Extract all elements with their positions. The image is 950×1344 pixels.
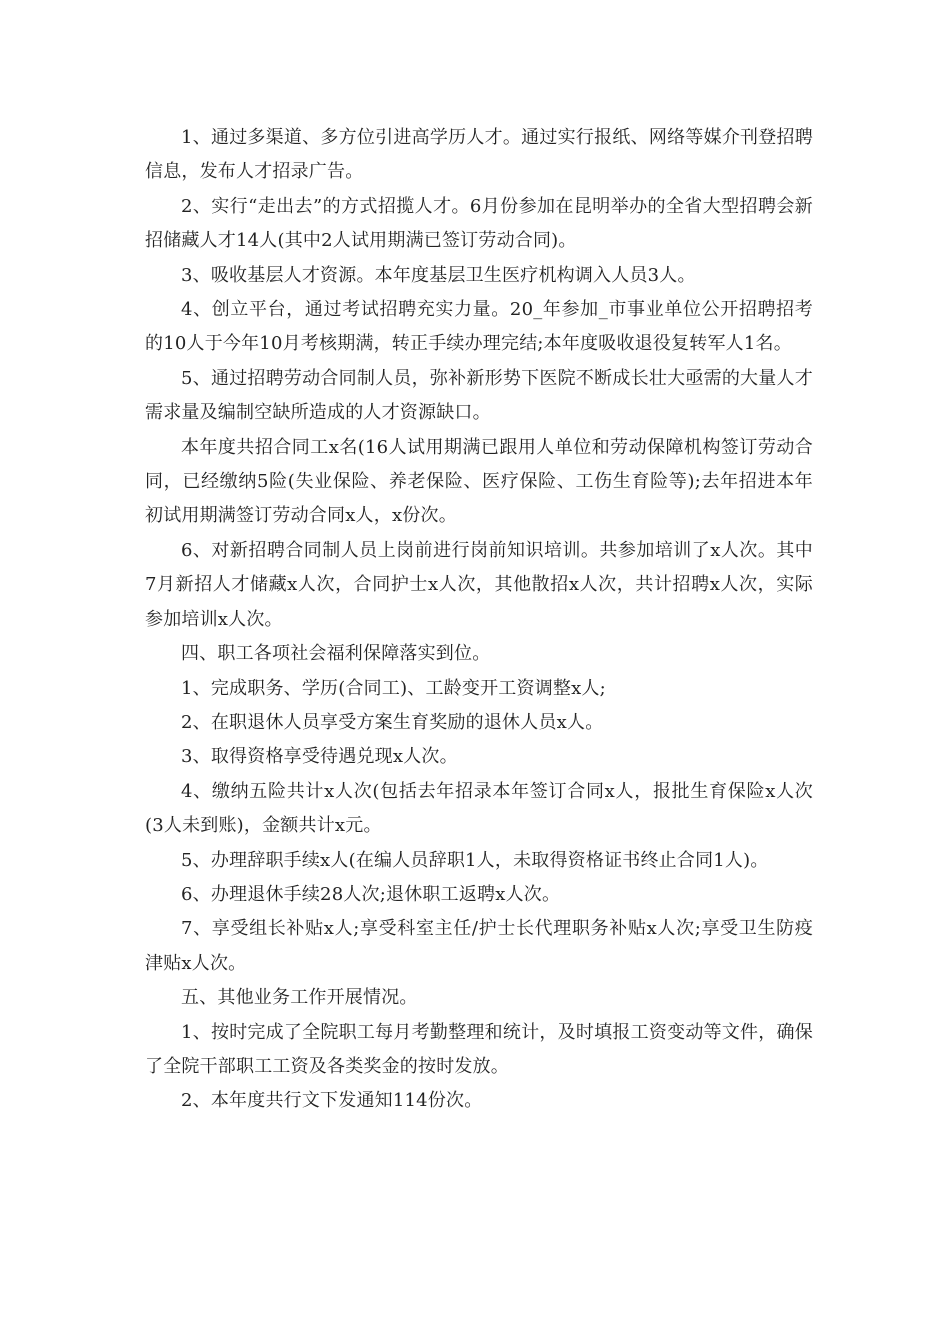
paragraph-retiree-reward: 2、在职退休人员享受方案生育奖励的退休人员x人。 xyxy=(181,711,604,733)
paragraph-pre-job-training: 6、对新招聘合同制人员上岗前进行岗前知识培训。共参加培训了x人次。其中7月新招人才储藏x人次，合同护士x人次，其他散招x人次，共计招聘x人次，实际参加培训x人次。 xyxy=(145,539,813,630)
paragraph-salary-adjust: 1、完成职务、学历(合同工)、工龄变开工资调整x人; xyxy=(181,677,606,699)
paragraph-exam-recruit: 4、创立平台，通过考试招聘充实力量。20_年参加_市事业单位公开招聘招考的10人于今年10月考核期满，转正手续办理完结;本年度吸收退役复转军人1名。 xyxy=(145,299,813,355)
paragraph-retirement: 6、办理退休手续28人次;退休职工返聘x人次。 xyxy=(181,883,561,905)
paragraph-allowances: 7、享受组长补贴x人;享受科室主任/护士长代理职务补贴x人次;享受卫生防疫津贴x人次。 xyxy=(145,918,813,974)
section-heading-other-work: 五、其他业务工作开展情况。 xyxy=(181,987,418,1009)
paragraph-contract-summary: 本年度共招合同工x名(16人试用期满已跟用人单位和劳动保障机构签订劳动合同，已经缴纳5险(失业保险、养老保险、医疗保险、工伤生育险等);去年招进本年初试用期满签订劳动合同x人，x份次。 xyxy=(145,436,813,527)
paragraph-contract-staff: 5、通过招聘劳动合同制人员，弥补新形势下医院不断成长壮大亟需的大量人才需求量及编制空缺所造成的人才资源缺口。 xyxy=(145,367,813,424)
paragraph-five-insurances: 4、缴纳五险共计x人次(包括去年招录本年签订合同x人，报批生育保险x人次(3人未到账)，金额共计x元。 xyxy=(145,780,813,837)
paragraph-qualification-benefit: 3、取得资格享受待遇兑现x人次。 xyxy=(181,746,458,768)
paragraph-go-out-recruit: 2、实行“走出去”的方式招揽人才。6月份参加在昆明举办的全省大型招聘会新招储藏人才14人(其中2人试用期满已签订劳动合同)。 xyxy=(145,195,813,252)
section-heading-welfare: 四、职工各项社会福利保障落实到位。 xyxy=(181,643,491,665)
paragraph-attendance: 1、按时完成了全院职工每月考勤整理和统计，及时填报工资变动等文件，确保了全院干部职工工资及各类奖金的按时发放。 xyxy=(145,1021,813,1077)
paragraph-recruit-channels: 1、通过多渠道、多方位引进高学历人才。通过实行报纸、网络等媒介刊登招聘信息，发布人才招录广告。 xyxy=(145,127,813,183)
paragraph-notices: 2、本年度共行文下发通知114份次。 xyxy=(181,1090,483,1112)
document-body xyxy=(145,121,813,1119)
paragraph-resignation: 5、办理辞职手续x人(在编人员辞职1人，未取得资格证书终止合同1人)。 xyxy=(181,849,769,871)
paragraph-grassroots-talent: 3、吸收基层人才资源。本年度基层卫生医疗机构调入人员3人。 xyxy=(181,264,696,286)
